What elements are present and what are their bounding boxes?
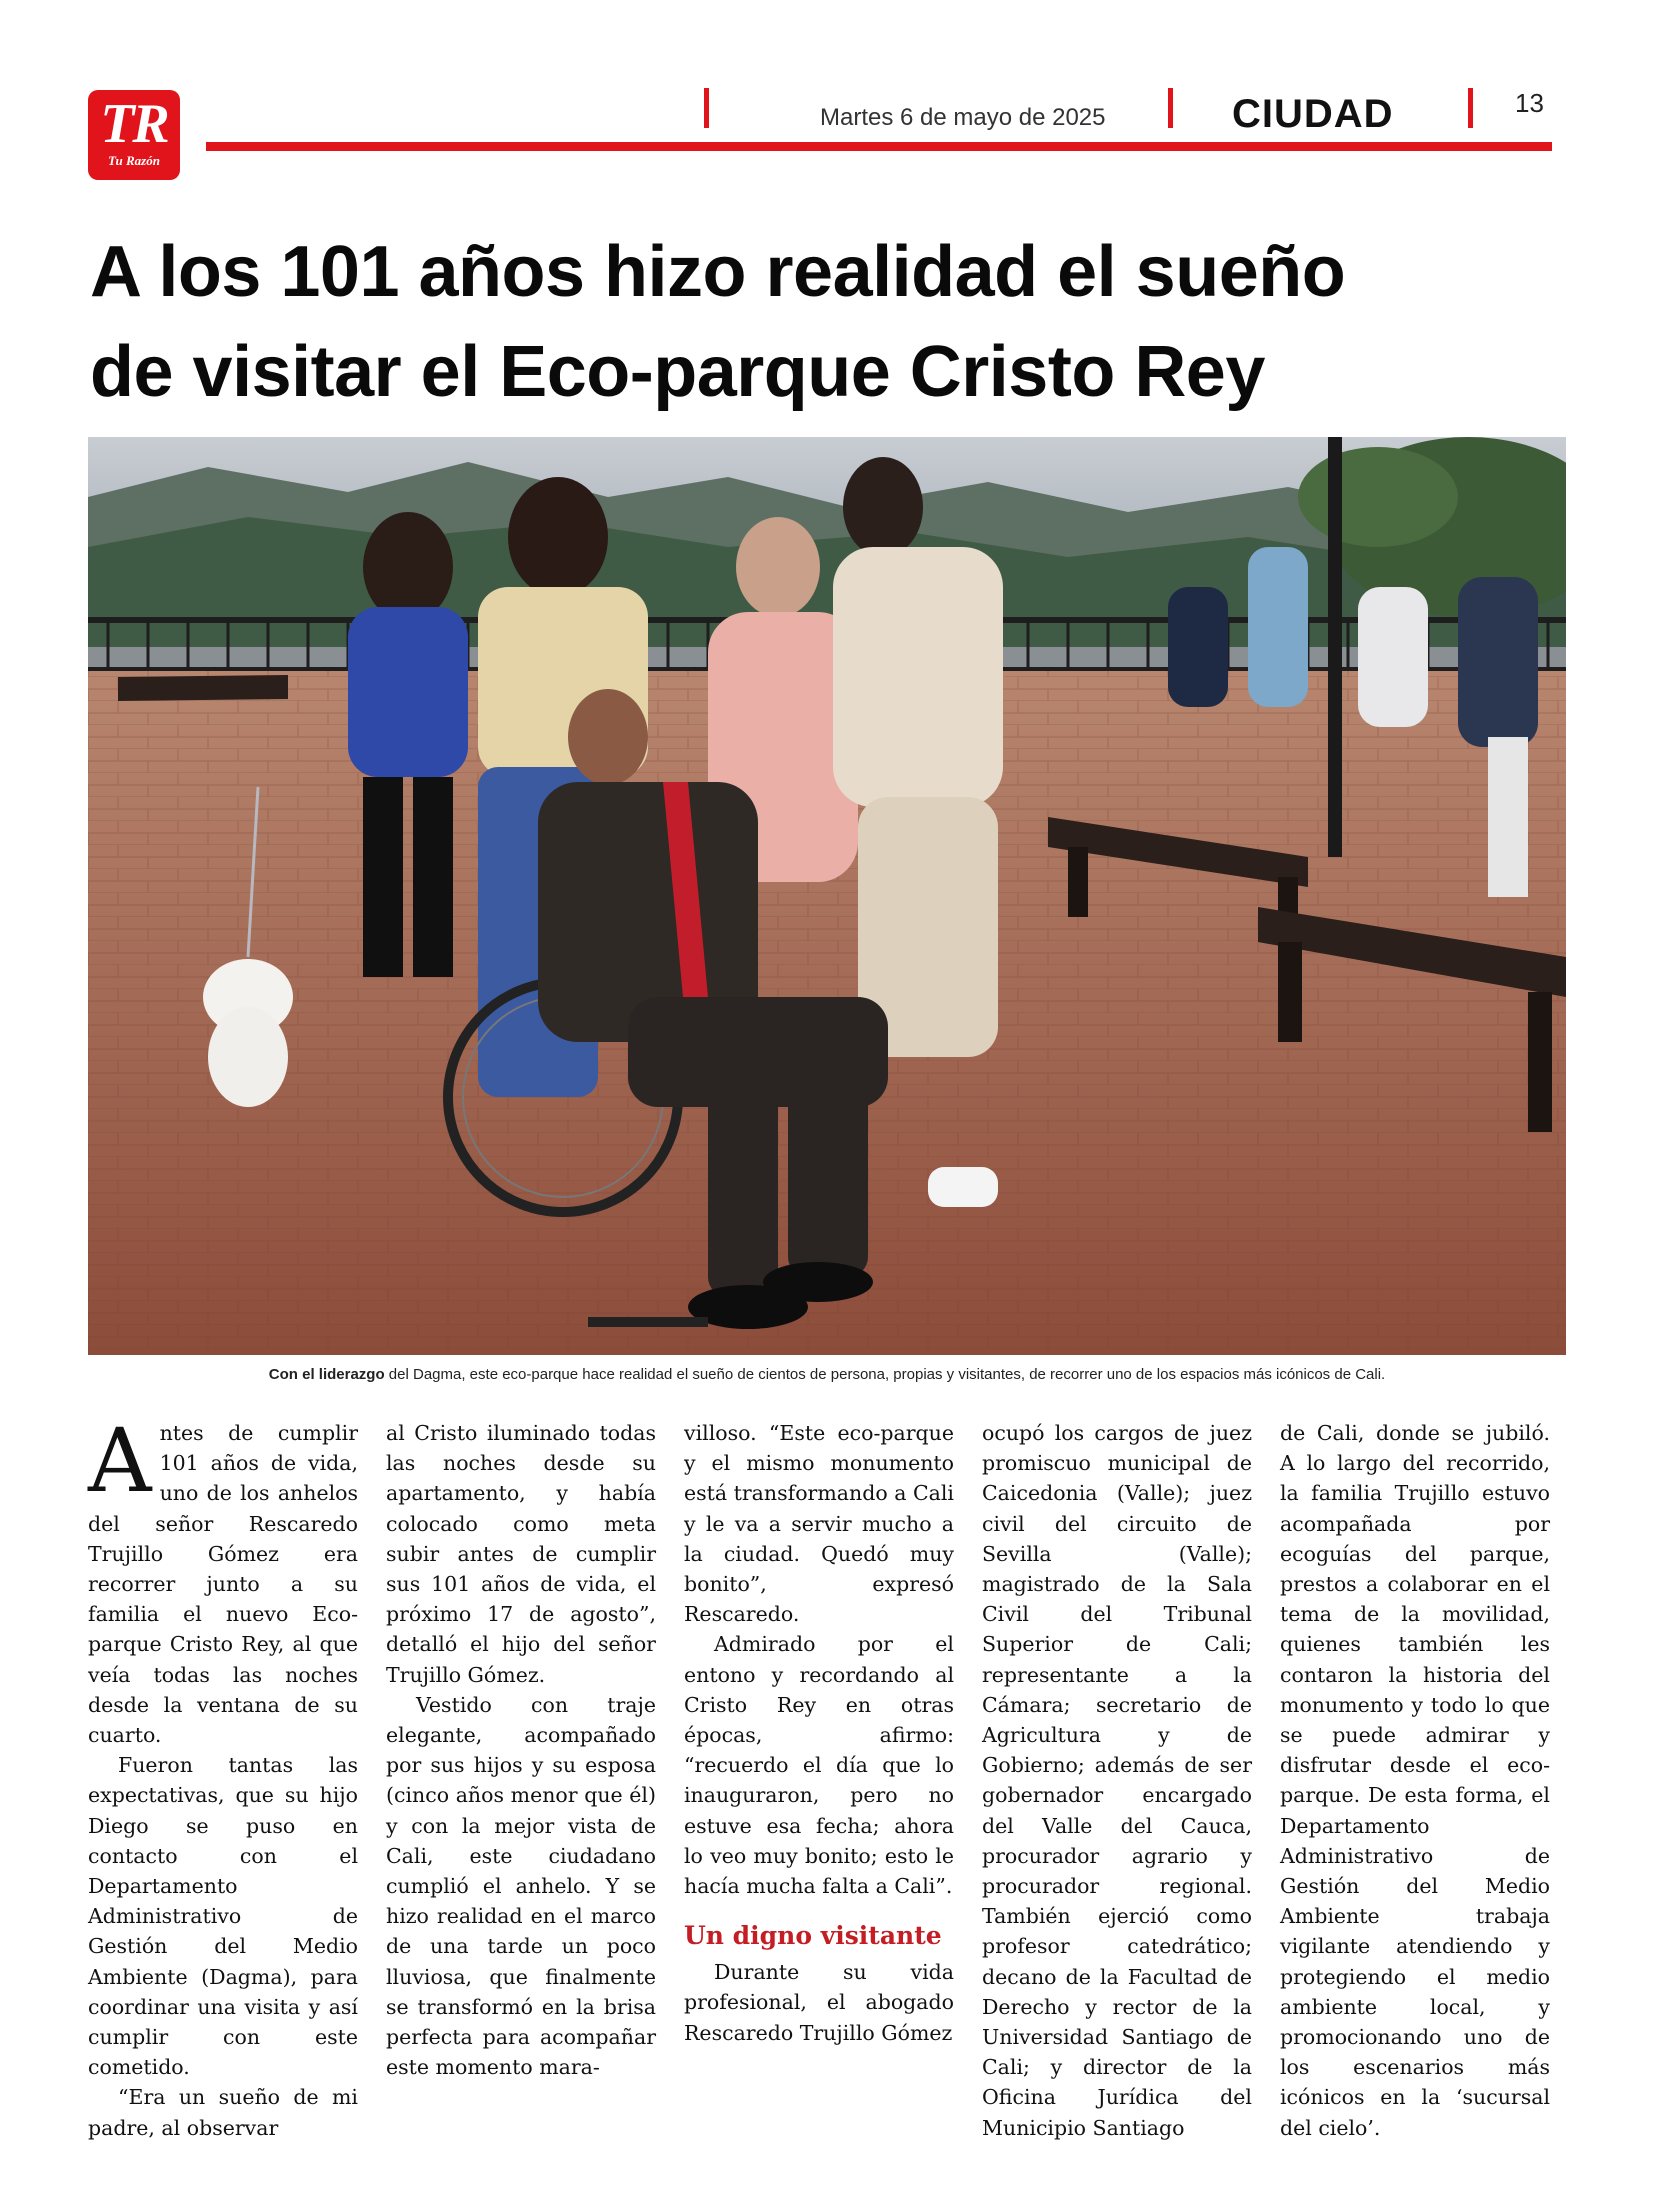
article-paragraph: de Cali, donde se jubiló. A lo largo del recorrido, la familia Trujillo estuvo acompañada por ecoguías del parque, prestos a colaborar en el tema de la movilidad, quienes también les contaron la historia del monumento y todo lo que se puede admirar y disfrutar desde el eco-parque. De esta forma, el Departamento Administrativo de Gestión del Medio Ambiente trabaja vigilante atendiendo y protegiendo el medio ambiente local, y promocionando uno de los escenarios más icónicos en la ‘sucursal del cielo’. (1280, 1421, 1550, 2140)
header-rule (206, 142, 1552, 151)
issue-date: Martes 6 de mayo de 2025 (820, 104, 1106, 131)
logo (88, 90, 180, 180)
article-paragraph: al Cristo iluminado todas las noches desde su apartamento, y había colocado como meta subir antes de cumplir sus 101 años de vida, el próximo 17 de agosto”, detalló el hijo del señor Trujillo Gómez. (386, 1421, 656, 1687)
headline-line-1: A los 101 años hizo realidad el sueño (90, 232, 1346, 312)
article-column-3 (684, 1418, 954, 2048)
header-divider (1168, 88, 1173, 128)
article-paragraph: Vestido con traje elegante, acompañado por sus hijos y su esposa (cinco años menor que él) y con la mejor vista de Cali, este ciudadano cumplió el anhelo. Y se hizo realidad en el marco de una tarde un poco lluviosa, que finalmente se transformó en la brisa perfecta para acompañar este momento mara- (386, 1692, 656, 2080)
article-paragraph: villoso. “Este eco-parque y el mismo monumento está transformando a Cali y le va a servir mucho a la ciudad. Quedó muy bonito”, expresó Rescaredo. (684, 1421, 954, 1627)
article-paragraph: Admirado por el entono y recordando al Cristo Rey en otras épocas, afirmo: “recuerdo el día que lo inauguraron, pero no estuve esa fecha; ahora lo veo muy bonito; esto le hacía mucha falta a Cali”. (684, 1632, 954, 1899)
photo-caption (88, 1366, 1566, 1383)
article-column-4 (982, 1418, 1252, 2143)
article-column-1 (88, 1409, 358, 2143)
headline (90, 222, 1580, 422)
section-title: CIUDAD (1232, 92, 1394, 136)
caption-text: del Dagma, este eco-parque hace realidad el sueño de cientos de persona, propias y visitantes, de recorrer uno de los espacios más icónicos de Cali. (384, 1366, 1386, 1383)
article-column-2 (386, 1418, 656, 2082)
caption-lead: Con el liderazgo (268, 1366, 385, 1383)
page-number: 13 (1515, 88, 1544, 118)
article-paragraph: Antes de cumplir 101 años de vida, uno de los anhelos del señor Rescaredo Trujillo Gómez era recorrer junto a su familia el nuevo Eco-parque Cristo Rey, al que veía todas las noches desde la ventana de su cuarto. (88, 1409, 358, 1748)
article-paragraph: Durante su vida profesional, el abogado Rescaredo Trujillo Gómez (684, 1960, 954, 2045)
headline-line-2: de visitar el Eco-parque Cristo Rey (90, 332, 1265, 412)
article-paragraph: “Era un sueño de mi padre, al observar (88, 2085, 358, 2140)
article-paragraph: Fueron tantas las expectativas, que su hijo Diego se puso en contacto con el Departamento Administrativo de Gestión del Medio Ambiente (Dagma), para coordinar una visita y así cumplir con este cometido. (88, 1753, 358, 2080)
logo-mark: TR (100, 93, 168, 155)
logo-tagline: Tu Razón (108, 153, 160, 168)
drop-cap: A (88, 1409, 152, 1512)
article-subhead: Un digno visitante (684, 1921, 942, 1951)
article-photo (88, 437, 1566, 1355)
header-divider (1468, 88, 1473, 128)
article-column-5 (1280, 1418, 1550, 2143)
article-paragraph: ocupó los cargos de juez promiscuo municipal de Caicedonia (Valle); juez civil del circuito de Sevilla (Valle); magistrado de la Sala Civil del Tribunal Superior de Cali; representante a la Cámara; secretario de Agricultura y de Gobierno; además de ser gobernador encargado del Valle del Cauca, procurador agrario y procurador regional. También ejerció como profesor catedrático; decano de la Facultad de Derecho y rector de la Universidad Santiago de Cali; y director de la Oficina Jurídica del Municipio Santiago (982, 1421, 1252, 2140)
header-divider (704, 88, 709, 128)
